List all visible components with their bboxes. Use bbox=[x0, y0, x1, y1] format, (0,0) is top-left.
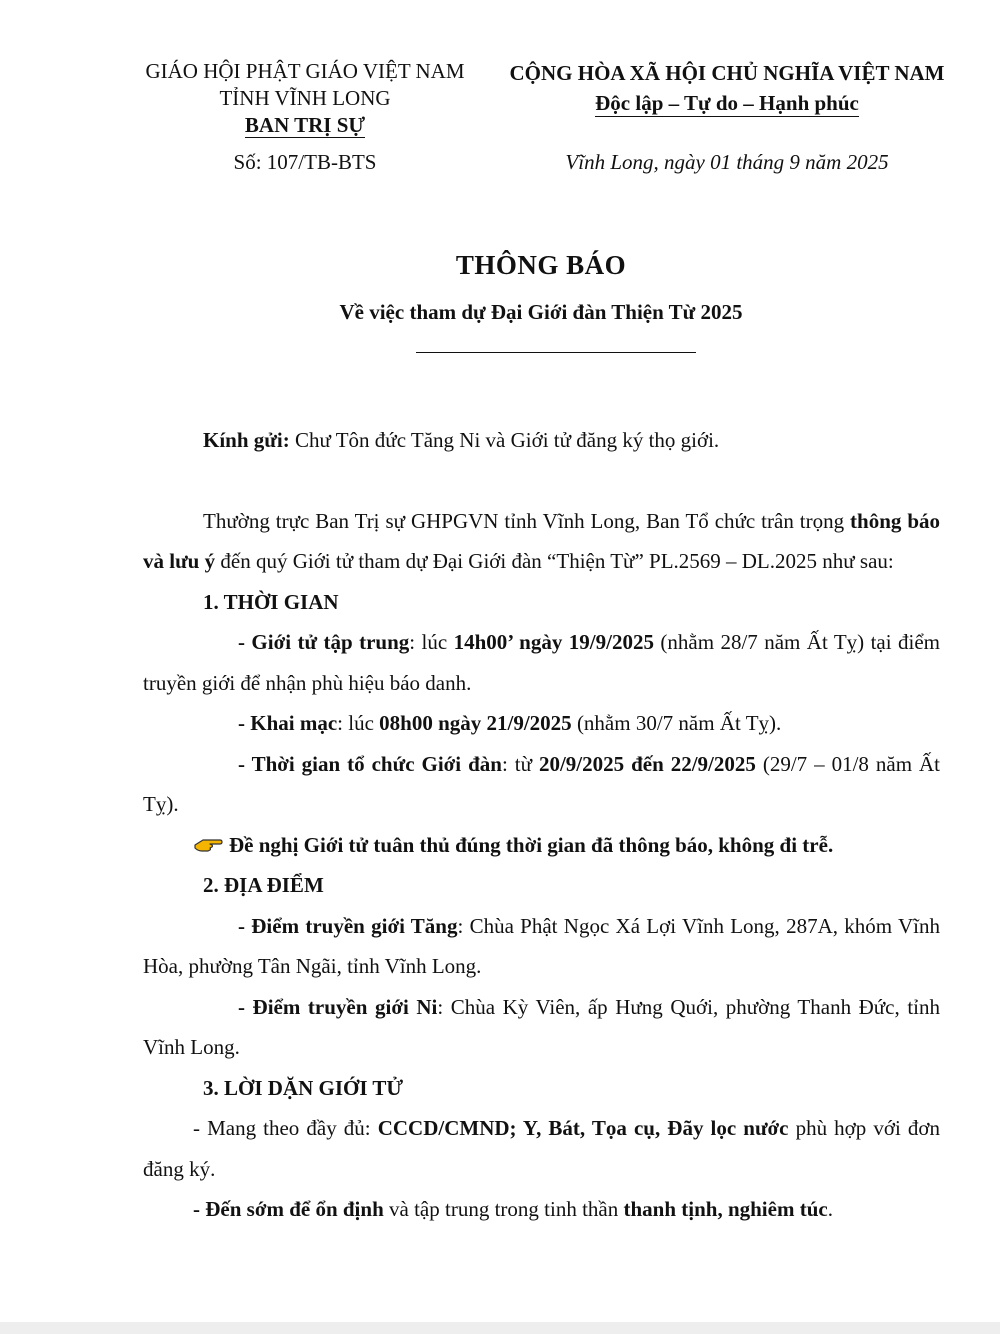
section-3-item-1 bbox=[143, 1108, 940, 1189]
intro-text-1: Thường trực Ban Trị sự GHPGVN tỉnh Vĩnh Long, Ban Tổ chức trân trọng bbox=[203, 508, 851, 533]
document-number: Số: 107/TB-BTS bbox=[233, 150, 377, 174]
section-2-item-2 bbox=[143, 987, 940, 1068]
section-1-heading: 1. THỜI GIAN bbox=[203, 589, 339, 614]
section-1-item-1 bbox=[143, 622, 940, 703]
section-2-heading: 2. ĐỊA ĐIỂM bbox=[203, 873, 324, 897]
item-label: - Thời gian tổ chức Giới đàn bbox=[238, 751, 502, 776]
province-name: TỈNH VĨNH LONG bbox=[219, 86, 391, 110]
greeting-line bbox=[143, 420, 940, 461]
section-1-note bbox=[143, 825, 940, 866]
item-text: phù hợp với đơn đăng ký. bbox=[143, 1116, 941, 1181]
item-text: : lúc bbox=[409, 630, 454, 654]
item-label: - Điểm truyền giới Ni bbox=[238, 994, 438, 1019]
note-text: Đề nghị Giới tử tuân thủ đúng thời gian đã thông báo, không đi trễ. bbox=[229, 832, 834, 857]
section-1-item-2 bbox=[143, 703, 940, 744]
item-label: - Đến sớm để ổn định bbox=[193, 1197, 384, 1221]
section-1-item-3 bbox=[143, 744, 940, 825]
item-bold-value: 20/9/2025 đến 22/9/2025 bbox=[538, 751, 756, 776]
viewer-bottom-edge bbox=[0, 1322, 1000, 1334]
item-text: (nhằm 30/7 năm Ất Tỵ). bbox=[571, 711, 782, 735]
section-3-heading: 3. LỜI DẶN GIỚI TỬ bbox=[203, 1075, 404, 1100]
item-text: (29/7 – 01/8 năm Ất Tỵ). bbox=[143, 751, 940, 816]
item-text: : Chùa Kỳ Viên, ấp Hưng Quới, phường Thanh Đức, tỉnh Vĩnh Long. bbox=[143, 994, 940, 1059]
item-text: và tập trung trong tinh thần bbox=[383, 1197, 624, 1221]
section-3-item-2 bbox=[143, 1189, 940, 1230]
item-text: : từ bbox=[501, 751, 539, 776]
greeting-label: Kính gửi: bbox=[203, 428, 290, 452]
item-bold-value: CCCD/CMND; Y, Bát, Tọa cụ, Đãy lọc nước bbox=[377, 1116, 789, 1140]
header-right bbox=[492, 58, 962, 118]
item-bold-value: 08h00 ngày 21/9/2025 bbox=[379, 711, 572, 735]
document-subtitle: Về việc tham dự Đại Giới đàn Thiện Từ 2025 bbox=[339, 300, 743, 324]
date-line: Vĩnh Long, ngày 01 tháng 9 năm 2025 bbox=[565, 150, 889, 174]
item-label: - Điểm truyền giới Tăng bbox=[238, 913, 458, 938]
header-left bbox=[120, 58, 490, 139]
item-text: . bbox=[827, 1197, 833, 1221]
intro-text-2: đến quý Giới tử tham dự Đại Giới đàn “Thiện Từ” PL.2569 – DL.2025 như sau: bbox=[215, 549, 894, 573]
national-motto: Độc lập – Tự do – Hạnh phúc bbox=[595, 91, 859, 115]
nation-name: CỘNG HÒA XÃ HỘI CHỦ NGHĨA VIỆT NAM bbox=[509, 61, 945, 85]
intro-bold: thông báo và lưu ý bbox=[143, 508, 940, 573]
title-divider bbox=[416, 352, 696, 353]
item-text: : lúc bbox=[337, 711, 380, 735]
pointing-hand-icon bbox=[193, 836, 223, 854]
item-text: - Mang theo đầy đủ: bbox=[193, 1116, 378, 1140]
greeting-text: Chư Tôn đức Tăng Ni và Giới tử đăng ký thọ giới. bbox=[289, 428, 720, 452]
item-label: - Khai mạc bbox=[238, 711, 338, 735]
intro-paragraph bbox=[143, 501, 940, 582]
document-title: THÔNG BÁO bbox=[455, 250, 627, 280]
item-bold-value: thanh tịnh, nghiêm túc bbox=[623, 1197, 828, 1221]
document-body bbox=[143, 420, 940, 1230]
organization-name: GIÁO HỘI PHẬT GIÁO VIỆT NAM bbox=[145, 59, 465, 83]
section-2-item-1 bbox=[143, 906, 940, 987]
department-name: BAN TRỊ SỰ bbox=[244, 113, 366, 137]
item-bold-value: 14h00’ ngày 19/9/2025 bbox=[453, 630, 654, 654]
item-text: : Chùa Phật Ngọc Xá Lợi Vĩnh Long, 287A, khóm Vĩnh Hòa, phường Tân Ngãi, tỉnh Vĩnh Long. bbox=[143, 913, 940, 978]
item-text: (nhằm 28/7 năm Ất Tỵ) tại điểm truyền giới để nhận phù hiệu báo danh. bbox=[143, 630, 940, 695]
item-label: - Giới tử tập trung bbox=[238, 630, 410, 654]
